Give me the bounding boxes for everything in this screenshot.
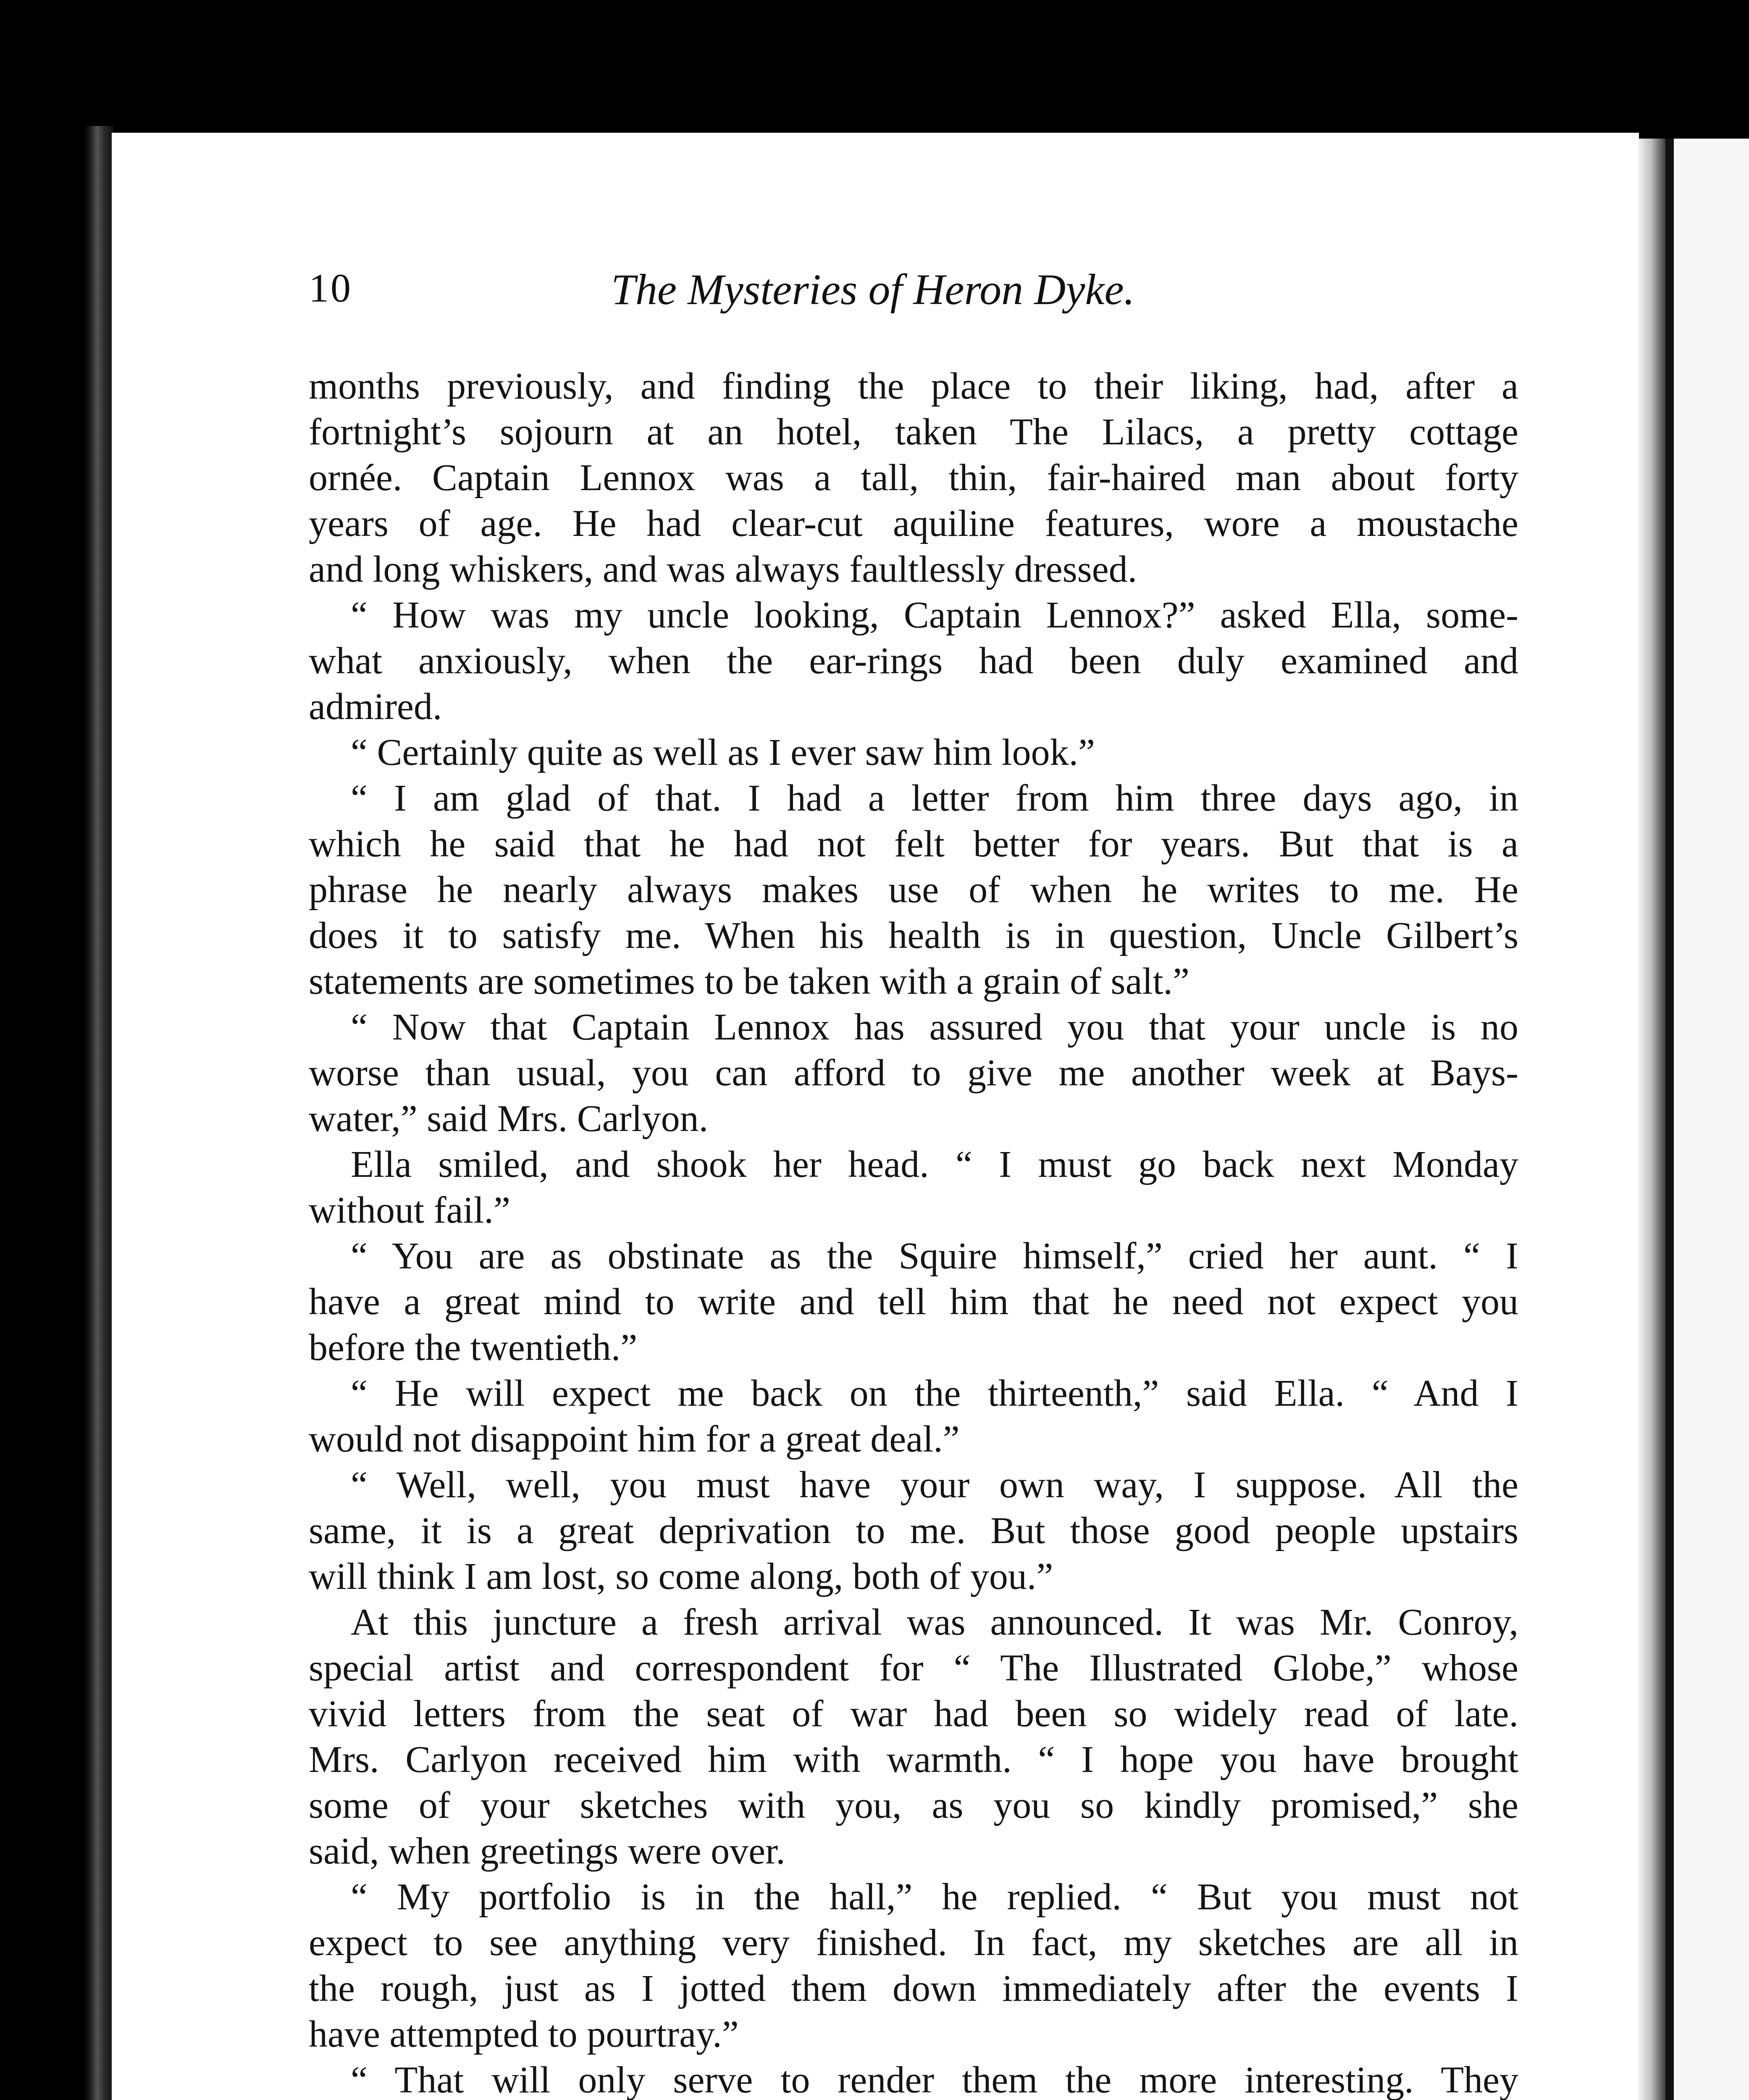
text-line: years of age. He had clear-cut aquiline features, wore a moustache <box>309 503 1518 544</box>
text-line: would not disappoint him for a great deal.” <box>309 1418 960 1460</box>
text-line: “ I am glad of that. I had a letter from him three days ago, in <box>351 777 1518 819</box>
text-line: expect to see anything very finished. In fact, my sketches are all in <box>309 1922 1518 1964</box>
text-line: before the twentieth.” <box>309 1327 638 1368</box>
page-gutter-shadow <box>1665 139 1674 2100</box>
text-line: vivid letters from the seat of war had been so widely read of late. <box>309 1693 1518 1735</box>
text-line: “ How was my uncle looking, Captain Lennox?” asked Ella, some- <box>351 594 1518 636</box>
text-line: “ Well, well, you must have your own way, I suppose. All the <box>351 1464 1518 1506</box>
text-line: same, it is a great deprivation to me. But those good people upstairs <box>309 1510 1518 1551</box>
page-right-edge <box>1638 139 1668 2100</box>
text-line: “ He will expect me back on the thirteenth,” said Ella. “ And I <box>351 1373 1518 1414</box>
text-line: “ Certainly quite as well as I ever saw him look.” <box>351 732 1095 773</box>
text-line: which he said that he had not felt better for years. But that is a <box>309 823 1518 865</box>
text-line: statements are sometimes to be taken with a grain of salt.” <box>309 961 1190 1002</box>
next-page-edge <box>1665 139 1749 2100</box>
text-line: Ella smiled, and shook her head. “ I must go back next Monday <box>351 1144 1518 1185</box>
page-left-edge <box>84 126 113 2100</box>
text-line: admired. <box>309 686 442 727</box>
text-line: without fail.” <box>309 1189 510 1231</box>
text-line: At this juncture a fresh arrival was announced. It was Mr. Conroy, <box>351 1601 1518 1643</box>
body-text <box>309 363 1518 2100</box>
text-line: does it to satisfy me. When his health is in question, Uncle Gilbert’s <box>309 915 1518 956</box>
text-line: “ My portfolio is in the hall,” he replied. “ But you must not <box>351 1876 1518 1918</box>
text-line: and long whiskers, and was always faultlessly dressed. <box>309 549 1137 590</box>
running-head <box>309 265 1518 328</box>
text-line: will think I am lost, so come along, both of you.” <box>309 1556 1053 1597</box>
text-line: some of your sketches with you, as you so kindly promised,” she <box>309 1785 1518 1826</box>
page-number: 10 <box>309 265 352 310</box>
text-line: have a great mind to write and tell him that he need not expect you <box>309 1281 1518 1323</box>
text-line: ornée. Captain Lennox was a tall, thin, fair-haired man about forty <box>309 457 1518 499</box>
text-line: what anxiously, when the ear-rings had been duly examined and <box>309 640 1518 682</box>
text-line: Mrs. Carlyon received him with warmth. “ I hope you have brought <box>309 1739 1518 1780</box>
text-line: “ Now that Captain Lennox has assured you that your uncle is no <box>351 1006 1518 1048</box>
text-line: water,” said Mrs. Carlyon. <box>309 1098 709 1139</box>
text-line: “ That will only serve to render them the more interesting. They <box>351 2059 1518 2100</box>
text-line: “ You are as obstinate as the Squire himself,” cried her aunt. “ I <box>351 1235 1518 1277</box>
text-line: worse than usual, you can afford to give me another week at Bays- <box>309 1052 1518 1094</box>
text-line: months previously, and finding the place to their liking, had, after a <box>309 365 1518 407</box>
text-line: have attempted to pourtray.” <box>309 2013 739 2055</box>
running-title: The Mysteries of Heron Dyke. <box>611 265 1135 314</box>
text-line: fortnight’s sojourn at an hotel, taken The Lilacs, a pretty cottage <box>309 411 1518 453</box>
text-line: said, when greetings were over. <box>309 1830 785 1872</box>
text-line: special artist and correspondent for “ The Illustrated Globe,” whose <box>309 1647 1518 1689</box>
text-line: phrase he nearly always makes use of when he writes to me. He <box>309 869 1518 911</box>
text-line: the rough, just as I jotted them down immediately after the events I <box>309 1968 1518 2009</box>
